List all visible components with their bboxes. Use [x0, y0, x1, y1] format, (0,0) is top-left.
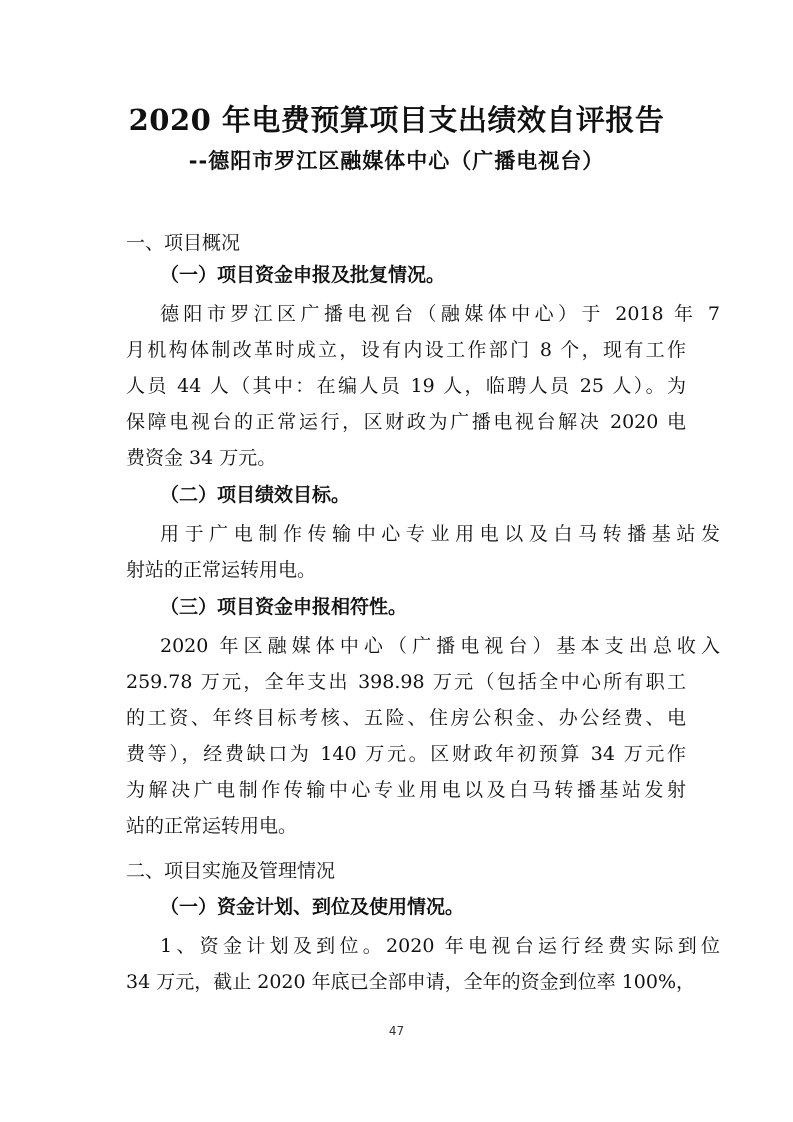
paragraph-line: 站的正常运转用电。 [126, 815, 298, 837]
subsection-heading-fund-plan: （一）资金计划、到位及使用情况。 [160, 896, 465, 918]
subsection-heading-consistency: （三）项目资金申报相符性。 [160, 596, 408, 618]
paragraph-line: 用于广电制作传输中心专业用电以及白马转播基站发 [160, 523, 720, 545]
section-heading-implementation: 二、项目实施及管理情况 [126, 860, 336, 882]
paragraph-line: 保障电视台的正常运行，区财政为广播电视台解决 2020 电 [126, 411, 686, 433]
paragraph-line: 为解决广电制作传输中心专业用电以及白马转播基站发射 [126, 779, 686, 801]
subsection-heading-funding: （一）项目资金申报及批复情况。 [160, 264, 446, 286]
paragraph-line: 的工资、年终目标考核、五险、住房公积金、办公经费、电 [126, 707, 686, 729]
report-subtitle: --德阳市罗江区融媒体中心（广播电视台） [188, 149, 605, 173]
paragraph-line: 2020 年区融媒体中心（广播电视台）基本支出总收入 [160, 635, 720, 657]
paragraph-line: 费资金 34 万元。 [126, 447, 277, 469]
paragraph-line: 费等），经费缺口为 140 万元。区财政年初预算 34 万元作 [126, 743, 686, 765]
report-title: 2020 年电费预算项目支出绩效自评报告 [128, 103, 665, 137]
paragraph-line: 德阳市罗江区广播电视台（融媒体中心）于 2018 年 7 [160, 303, 720, 325]
paragraph-line: 259.78 万元，全年支出 398.98 万元（包括全中心所有职工 [126, 671, 686, 693]
paragraph-line: 月机构体制改革时成立，设有内设工作部门 8 个，现有工作 [126, 339, 686, 361]
paragraph-line: 34 万元，截止 2020 年底已全部申请，全年的资金到位率 100%， [126, 971, 696, 993]
paragraph-line: 射站的正常运转用电。 [126, 559, 317, 581]
subsection-heading-goals: （二）项目绩效目标。 [160, 484, 351, 506]
paragraph-line: 人员 44 人（其中：在编人员 19 人，临聘人员 25 人）。为 [126, 375, 686, 397]
page-number: 47 [388, 1024, 405, 1038]
section-heading-overview: 一、项目概况 [126, 232, 241, 254]
paragraph-line: 1、资金计划及到位。2020 年电视台运行经费实际到位 [160, 935, 720, 957]
